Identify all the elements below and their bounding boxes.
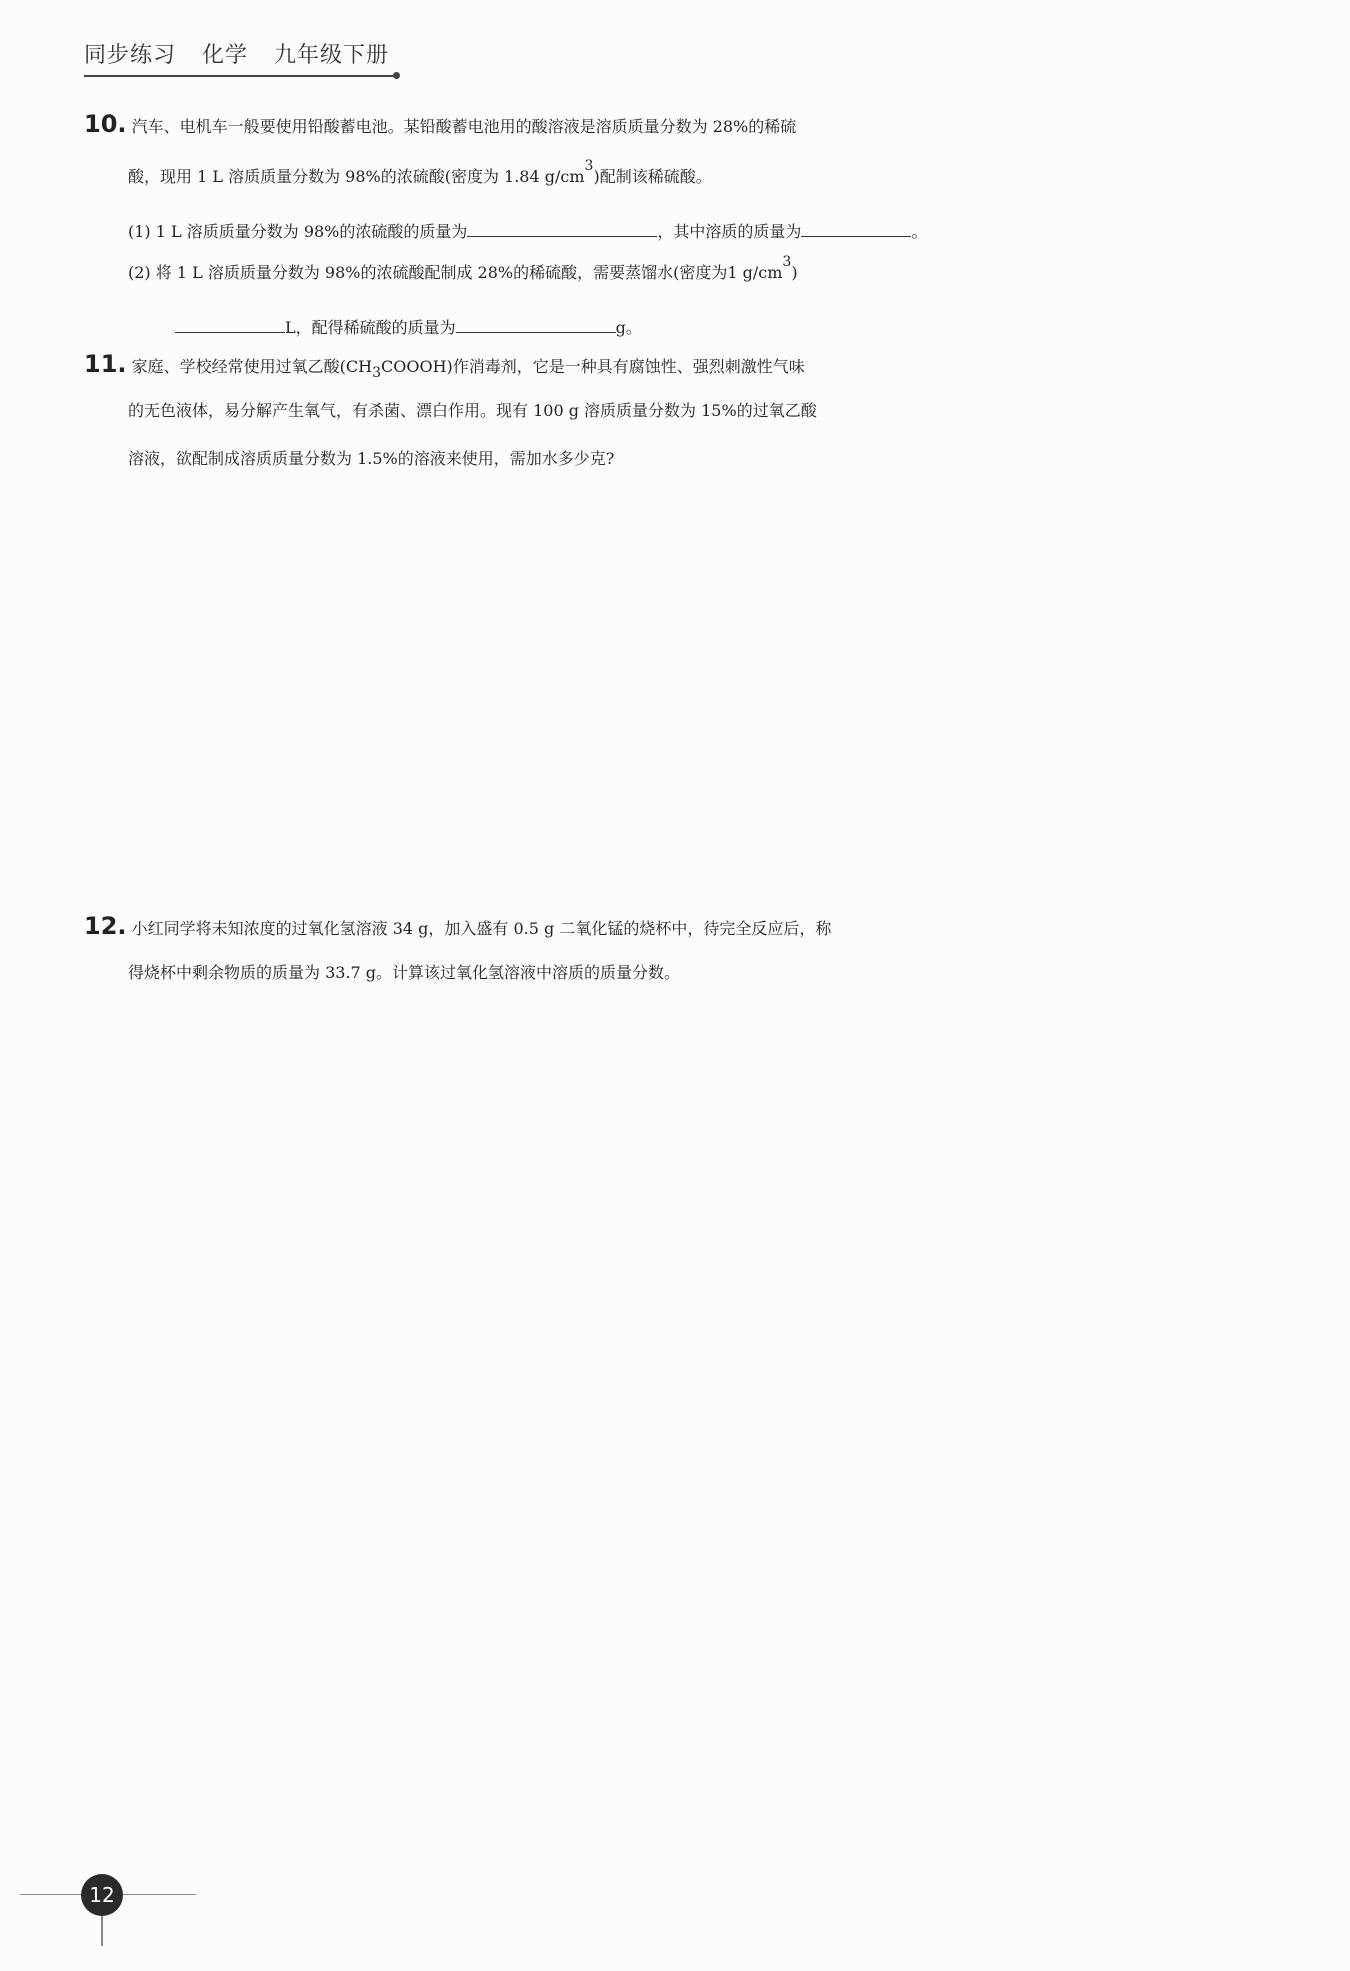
header-subject: 化学 <box>202 43 249 68</box>
header-rule-dot <box>393 72 400 79</box>
q10-sub1-text-b: ，其中溶质的质量为 <box>657 222 802 241</box>
q12-line-1 <box>84 912 831 940</box>
q10-blank-1[interactable] <box>467 206 657 237</box>
q10-text-2a: 酸，现用 1 L 溶质质量分数为 98%的浓硫酸(密度为 1.84 g/cm <box>128 167 585 186</box>
running-header <box>84 38 407 69</box>
q12-number: 12. <box>84 912 127 940</box>
q10-sub-1 <box>128 206 927 242</box>
q10-sub-2-cont <box>175 302 642 338</box>
q10-sub2-sup: 3 <box>782 254 792 270</box>
q11-text-2: 的无色液体，易分解产生氧气，有杀菌、漂白作用。现有 100 g 溶质质量分数为 15%的过氧乙酸 <box>128 401 817 420</box>
header-series: 同步练习 <box>84 43 177 68</box>
q10-sub2-text-a: (2) 将 1 L 溶质质量分数为 98%的浓硫酸配制成 28%的稀硫酸，需要蒸馏水(密度为1 g/cm <box>128 263 783 282</box>
q12-line-2 <box>128 960 680 983</box>
q10-text-2b: )配制该稀硫酸。 <box>593 167 712 186</box>
q10-sub2-text-d: g。 <box>615 318 642 337</box>
q11-sub: 3 <box>372 365 381 381</box>
q11-line-2 <box>128 398 817 421</box>
q10-sub2-text-b: ) <box>791 263 798 282</box>
q10-text-1: 汽车、电机车一般要使用铅酸蓄电池。某铅酸蓄电池用的酸溶液是溶质质量分数为 28%的稀硫 <box>131 117 797 136</box>
q12-text-2: 得烧杯中剩余物质的质量为 33.7 g。计算该过氧化氢溶液中溶质的质量分数。 <box>128 963 681 982</box>
header-rule <box>84 75 397 77</box>
q10-sub-2 <box>128 254 798 283</box>
q11-line-3 <box>128 446 614 469</box>
q10-line-2 <box>128 158 712 187</box>
q10-sub2-text-c: L，配得稀硫酸的质量为 <box>285 318 456 337</box>
q11-text-1a: 家庭、学校经常使用过氧乙酸(CH <box>131 357 373 376</box>
q10-blank-4[interactable] <box>456 302 616 333</box>
footer-tick <box>101 1916 103 1946</box>
q10-sup: 3 <box>584 158 594 174</box>
q11-text-1b: COOOH)作消毒剂，它是一种具有腐蚀性、强烈刺激性气味 <box>380 357 805 376</box>
q10-sub1-text-a: (1) 1 L 溶质质量分数为 98%的浓硫酸的质量为 <box>128 222 468 241</box>
header-grade: 九年级下册 <box>274 43 390 68</box>
q10-blank-3[interactable] <box>175 302 285 333</box>
q11-number: 11. <box>84 350 127 378</box>
q10-number: 10. <box>84 110 127 138</box>
q11-text-3: 溶液，欲配制成溶质质量分数为 1.5%的溶液来使用，需加水多少克? <box>128 449 615 468</box>
q10-line-1 <box>84 110 796 138</box>
q10-sub1-text-c: 。 <box>911 222 928 241</box>
q11-line-1 <box>84 350 805 381</box>
page-number-badge: 12 <box>81 1874 123 1916</box>
q10-blank-2[interactable] <box>801 206 911 237</box>
q12-text-1: 小红同学将未知浓度的过氧化氢溶液 34 g，加入盛有 0.5 g 二氧化锰的烧杯中，待完全反应后，称 <box>131 919 832 938</box>
